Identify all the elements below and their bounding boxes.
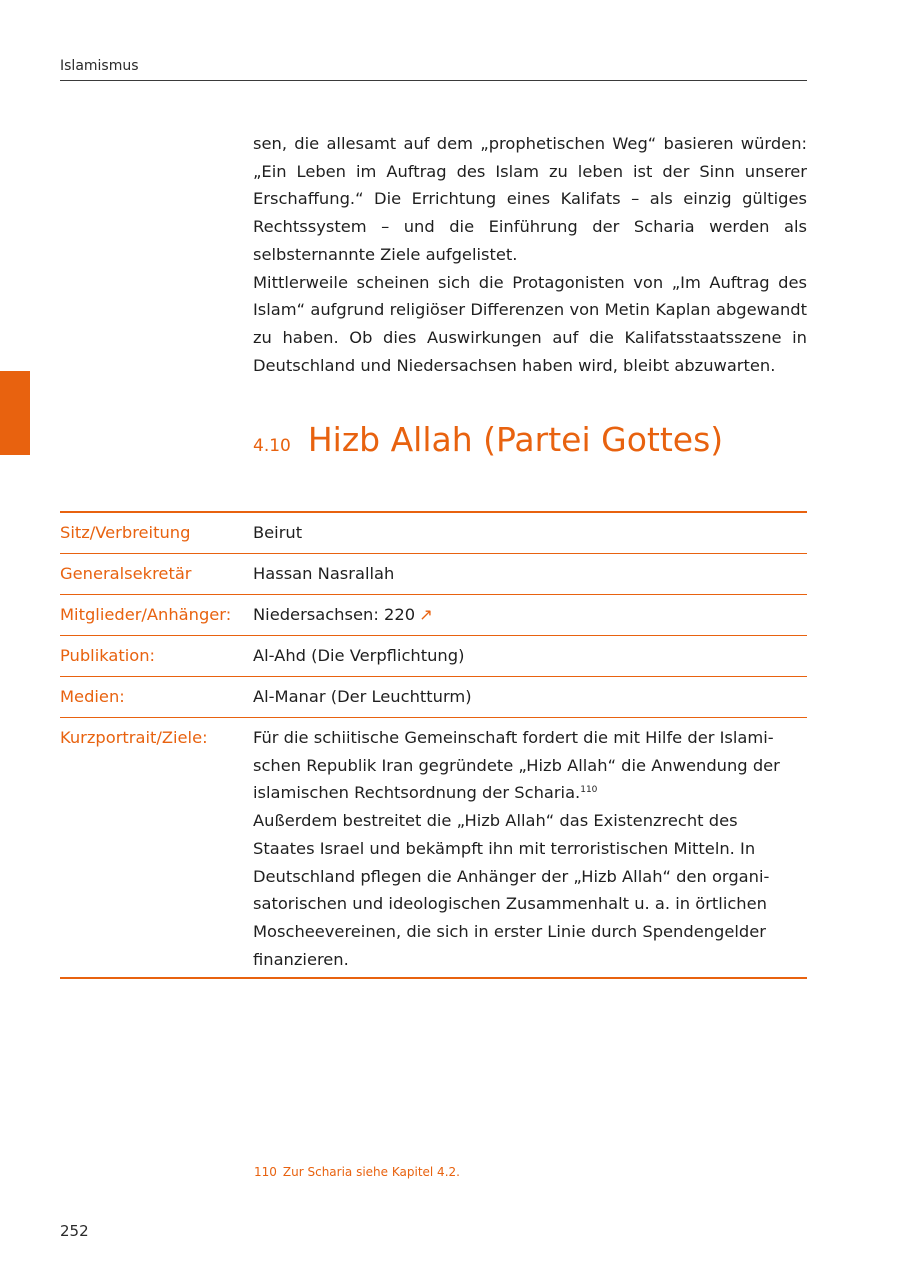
footnote-number: 110 bbox=[254, 1165, 277, 1179]
portrait-line: Für die schiitische Gemeinschaft fordert die mit Hilfe der Islami- bbox=[253, 728, 774, 747]
portrait-line: finanzieren. bbox=[253, 949, 349, 969]
profile-value: Al-Ahd (Die Verpflichtung) bbox=[253, 646, 465, 665]
members-count: Niedersachsen: 220 bbox=[253, 605, 416, 624]
portrait-line: Deutschland pflegen die Anhänger der „Hizb Allah“ den organi- bbox=[253, 866, 770, 886]
organization-profile-table bbox=[60, 511, 807, 979]
footnote-text: Zur Scharia siehe Kapitel 4.2. bbox=[282, 1165, 460, 1179]
profile-label: Sitz/Verbreitung bbox=[60, 523, 191, 542]
profile-row bbox=[60, 595, 807, 636]
page-number: 252 bbox=[60, 1222, 89, 1240]
portrait-line: Außerdem bestreitet die „Hizb Allah“ das Existenzrecht des bbox=[253, 811, 738, 831]
section-title: Hizb Allah (Partei Gottes) bbox=[307, 420, 724, 459]
profile-row bbox=[60, 636, 807, 677]
body-paragraph-1: sen, die allesamt auf dem „prophetischen Weg“ basieren würden: „Ein Leben im Auftrag des Islam zu leben ist der Sinn unserer Erschaffung.“ Die Errichtung eines Kalifats – als einzig gültiges Rechtssystem – und die Einführung der Scharia werden als selbsternannte Ziele aufgelistet. bbox=[253, 134, 807, 264]
profile-value-cell bbox=[253, 595, 807, 636]
profile-value: Al-Manar (Der Leuchtturm) bbox=[253, 687, 472, 706]
profile-row bbox=[60, 554, 807, 595]
portrait-line: schen Republik Iran gegründete „Hizb Allah“ die Anwendung der bbox=[253, 755, 780, 775]
body-paragraph-2: Mittlerweile scheinen sich die Protagonisten von „Im Auftrag des Islam“ aufgrund religiöser Differenzen von Metin Kaplan abgewandt zu haben. Ob dies Auswirkungen auf die Kalifatsstaatsszene in Deutschland und Niedersachsen haben wird, bleibt abzuwarten. bbox=[253, 272, 807, 375]
portrait-line: satorischen und ideologischen Zusammenhalt u. a. in örtlichen bbox=[253, 894, 767, 914]
portrait-line-with-footnote bbox=[253, 779, 807, 807]
header-divider bbox=[60, 80, 807, 81]
portrait-text bbox=[253, 718, 807, 979]
portrait-line: Staates Israel und bekämpft ihn mit terroristischen Mitteln. In bbox=[253, 838, 756, 858]
profile-row bbox=[60, 677, 807, 718]
portrait-line: islamischen Rechtsordnung der Scharia. bbox=[253, 783, 581, 803]
profile-label: Kurzportrait/Ziele: bbox=[60, 728, 208, 747]
profile-value: Beirut bbox=[253, 523, 303, 542]
section-heading bbox=[253, 420, 807, 459]
profile-value: Hassan Nasrallah bbox=[253, 564, 395, 583]
body-text bbox=[253, 130, 807, 379]
running-header: Islamismus bbox=[60, 58, 139, 74]
footnote-reference[interactable]: 110 bbox=[580, 785, 598, 796]
profile-row-portrait bbox=[60, 718, 807, 979]
section-number: 4.10 bbox=[253, 436, 291, 456]
trend-up-arrow-icon: ↗ bbox=[419, 605, 433, 624]
profile-label: Publikation: bbox=[60, 646, 156, 665]
chapter-side-tab bbox=[0, 371, 30, 455]
portrait-line: Moscheevereinen, die sich in erster Linie durch Spendengelder bbox=[253, 921, 766, 941]
profile-label: Generalsekretär bbox=[60, 564, 192, 583]
footnote bbox=[254, 1165, 460, 1179]
profile-label: Mitglieder/Anhänger: bbox=[60, 605, 232, 624]
profile-label: Medien: bbox=[60, 687, 125, 706]
profile-row bbox=[60, 512, 807, 554]
